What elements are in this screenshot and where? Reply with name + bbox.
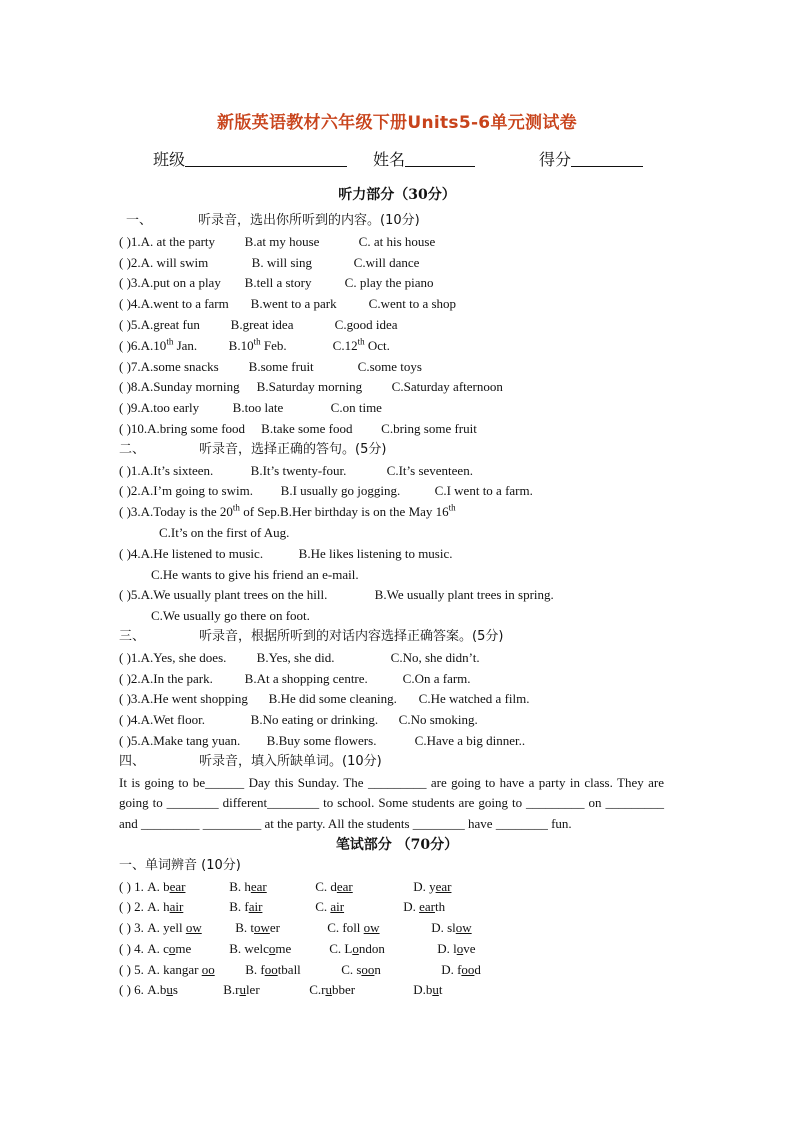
answer-bracket[interactable]: ( ) — [119, 420, 131, 436]
phonics-row[interactable]: ( ) 1. A. bear B. hear C. dear D. year — [119, 878, 452, 894]
answer-bracket[interactable]: ( ) — [119, 400, 131, 416]
answer-bracket[interactable]: ( ) — [119, 233, 131, 249]
phonics-row[interactable]: ( ) 6. A.bus B.ruler C.rubber D.but — [119, 982, 443, 998]
answer-bracket[interactable]: ( ) — [119, 296, 131, 312]
question-row[interactable]: ( )2.A.I’m going to swim. B.I usually go jogging. C.I went to a farm. — [119, 483, 533, 499]
section-4-title — [119, 752, 664, 773]
fill-in-passage[interactable]: It is going to be______ Day this Sunday. The _________ are going to have a party in class. They are going to ________ different________ to school. Some students are going to _________ on _________ and _________ _________ at the party. All the students ________ have ________ fun. — [119, 774, 664, 832]
question-continuation: C.We usually go there on foot. — [151, 608, 310, 624]
name-label: 姓名 — [373, 152, 406, 169]
answer-bracket[interactable]: ( ) — [119, 462, 131, 478]
answer-bracket[interactable]: ( ) — [119, 379, 131, 395]
phonics-row[interactable]: ( ) 2. A. hair B. fair C. air D. earth — [119, 899, 446, 915]
question-continuation: C.It’s on the first of Aug. — [159, 524, 290, 540]
exam-content — [119, 211, 664, 1001]
question-row[interactable]: ( )4.A.He listened to music. B.He likes listening to music. — [119, 545, 453, 561]
section-instruction: 听录音，根据所听到的对话内容选择正确答案。(5分) — [199, 628, 504, 644]
question-row[interactable]: ( )5.A.great fun B.great idea C.good idea — [119, 316, 398, 332]
question-row[interactable]: ( )3.A.He went shopping B.He did some cleaning. C.He watched a film. — [119, 691, 530, 707]
section-number: 一、 — [126, 213, 153, 228]
answer-bracket[interactable]: ( ) — [119, 545, 131, 561]
answer-bracket[interactable]: ( ) — [119, 275, 131, 291]
answer-bracket[interactable]: ( — [119, 920, 127, 936]
score-blank[interactable] — [571, 150, 643, 167]
answer-bracket[interactable]: ( ) — [119, 316, 131, 332]
score-label: 得分 — [539, 152, 572, 169]
question-row[interactable]: ( )5.A.Make tang yuan. B.Buy some flowers. C.Have a big dinner.. — [119, 732, 526, 748]
answer-bracket[interactable]: ( ) — [119, 337, 131, 353]
question-row[interactable]: ( )5.A.We usually plant trees on the hill. B.We usually plant trees in spring. — [119, 587, 554, 603]
answer-bracket[interactable]: ( ) — [119, 254, 131, 270]
writing-heading-row — [119, 835, 664, 856]
answer-bracket[interactable]: ( — [119, 940, 127, 956]
question-row[interactable]: ( )6.A.10th Jan. B.10th Feb. C.12th Oct. — [119, 336, 390, 353]
section-instruction: 听录音，填入所缺单词。(10分) — [199, 753, 382, 769]
question-row[interactable]: ( )4.A.Wet floor. B.No eating or drinking. C.No smoking. — [119, 712, 478, 728]
question-row[interactable]: ( )7.A.some snacks B.some fruit C.some toys — [119, 358, 422, 374]
question-row[interactable]: ( )10.A.bring some food B.take some food C.bring some fruit — [119, 420, 477, 436]
section-1-title — [119, 211, 664, 232]
answer-bracket[interactable]: ( ) — [119, 358, 131, 374]
section-instruction: 听录音，选择正确的答句。(5分) — [199, 441, 387, 457]
question-row[interactable]: ( )3.A.Today is the 20th of Sep.B.Her birthday is on the May 16th — [119, 502, 456, 520]
phonics-row[interactable]: ( ) 4. A. come B. welcome C. London D. love — [119, 940, 476, 956]
writing-heading: 笔试部分 （70分） — [335, 836, 459, 853]
phonics-row[interactable]: ( ) 3. A. yell ow B. tower C. foll ow D. slow — [119, 920, 472, 936]
answer-bracket[interactable]: ( ) — [119, 483, 131, 499]
phonics-title: 一、单词辨音 (10分) — [119, 857, 241, 873]
section-number: 二、 — [119, 441, 146, 457]
answer-bracket[interactable]: ( ) — [119, 649, 131, 665]
answer-bracket[interactable]: ( — [119, 961, 127, 977]
question-row[interactable]: ( )8.A.Sunday morning B.Saturday morning C.Saturday afternoon — [119, 379, 503, 395]
question-row[interactable]: ( )3.A.put on a play B.tell a story C. play the piano — [119, 275, 434, 291]
question-row[interactable]: ( )2.A.In the park. B.At a shopping centre. C.On a farm. — [119, 670, 471, 686]
section-number: 三、 — [119, 628, 146, 644]
section-instruction: 听录音，选出你所听到的内容。(10分) — [198, 213, 420, 228]
answer-bracket[interactable]: ( — [119, 878, 127, 894]
question-row[interactable]: ( )1.A. at the party B.at my house C. at his house — [119, 233, 436, 249]
name-blank[interactable] — [405, 150, 475, 167]
section-2-title — [119, 440, 664, 461]
section-number: 四、 — [119, 753, 146, 769]
answer-bracket[interactable]: ( ) — [119, 587, 131, 603]
answer-bracket[interactable]: ( — [119, 899, 127, 915]
question-row[interactable]: ( )1.A.It’s sixteen. B.It’s twenty-four. C.It’s seventeen. — [119, 462, 473, 478]
page-title: 新版英语教材六年级下册Units5-6单元测试卷 — [217, 113, 577, 133]
phonics-row[interactable]: ( ) 5. A. kangar oo B. football C. soon D. food — [119, 961, 481, 977]
question-row[interactable]: ( )2.A. will swim B. will sing C.will dance — [119, 254, 420, 270]
answer-bracket[interactable]: ( ) — [119, 504, 131, 520]
listening-heading: 听力部分（30分） — [338, 187, 456, 203]
answer-bracket[interactable]: ( — [119, 982, 127, 998]
question-row[interactable]: ( )1.A.Yes, she does. B.Yes, she did. C.No, she didn’t. — [119, 649, 480, 665]
answer-bracket[interactable]: ( ) — [119, 732, 131, 748]
class-label: 班级 — [153, 152, 186, 169]
class-blank[interactable] — [185, 150, 347, 167]
answer-bracket[interactable]: ( ) — [119, 691, 131, 707]
student-info-row — [153, 147, 643, 170]
question-continuation: C.He wants to give his friend an e-mail. — [151, 566, 359, 582]
answer-bracket[interactable]: ( ) — [119, 712, 131, 728]
answer-bracket[interactable]: ( ) — [119, 670, 131, 686]
question-row[interactable]: ( )4.A.went to a farm B.went to a park C.went to a shop — [119, 296, 457, 312]
question-row[interactable]: ( )9.A.too early B.too late C.on time — [119, 400, 382, 416]
section-3-title — [119, 627, 664, 648]
